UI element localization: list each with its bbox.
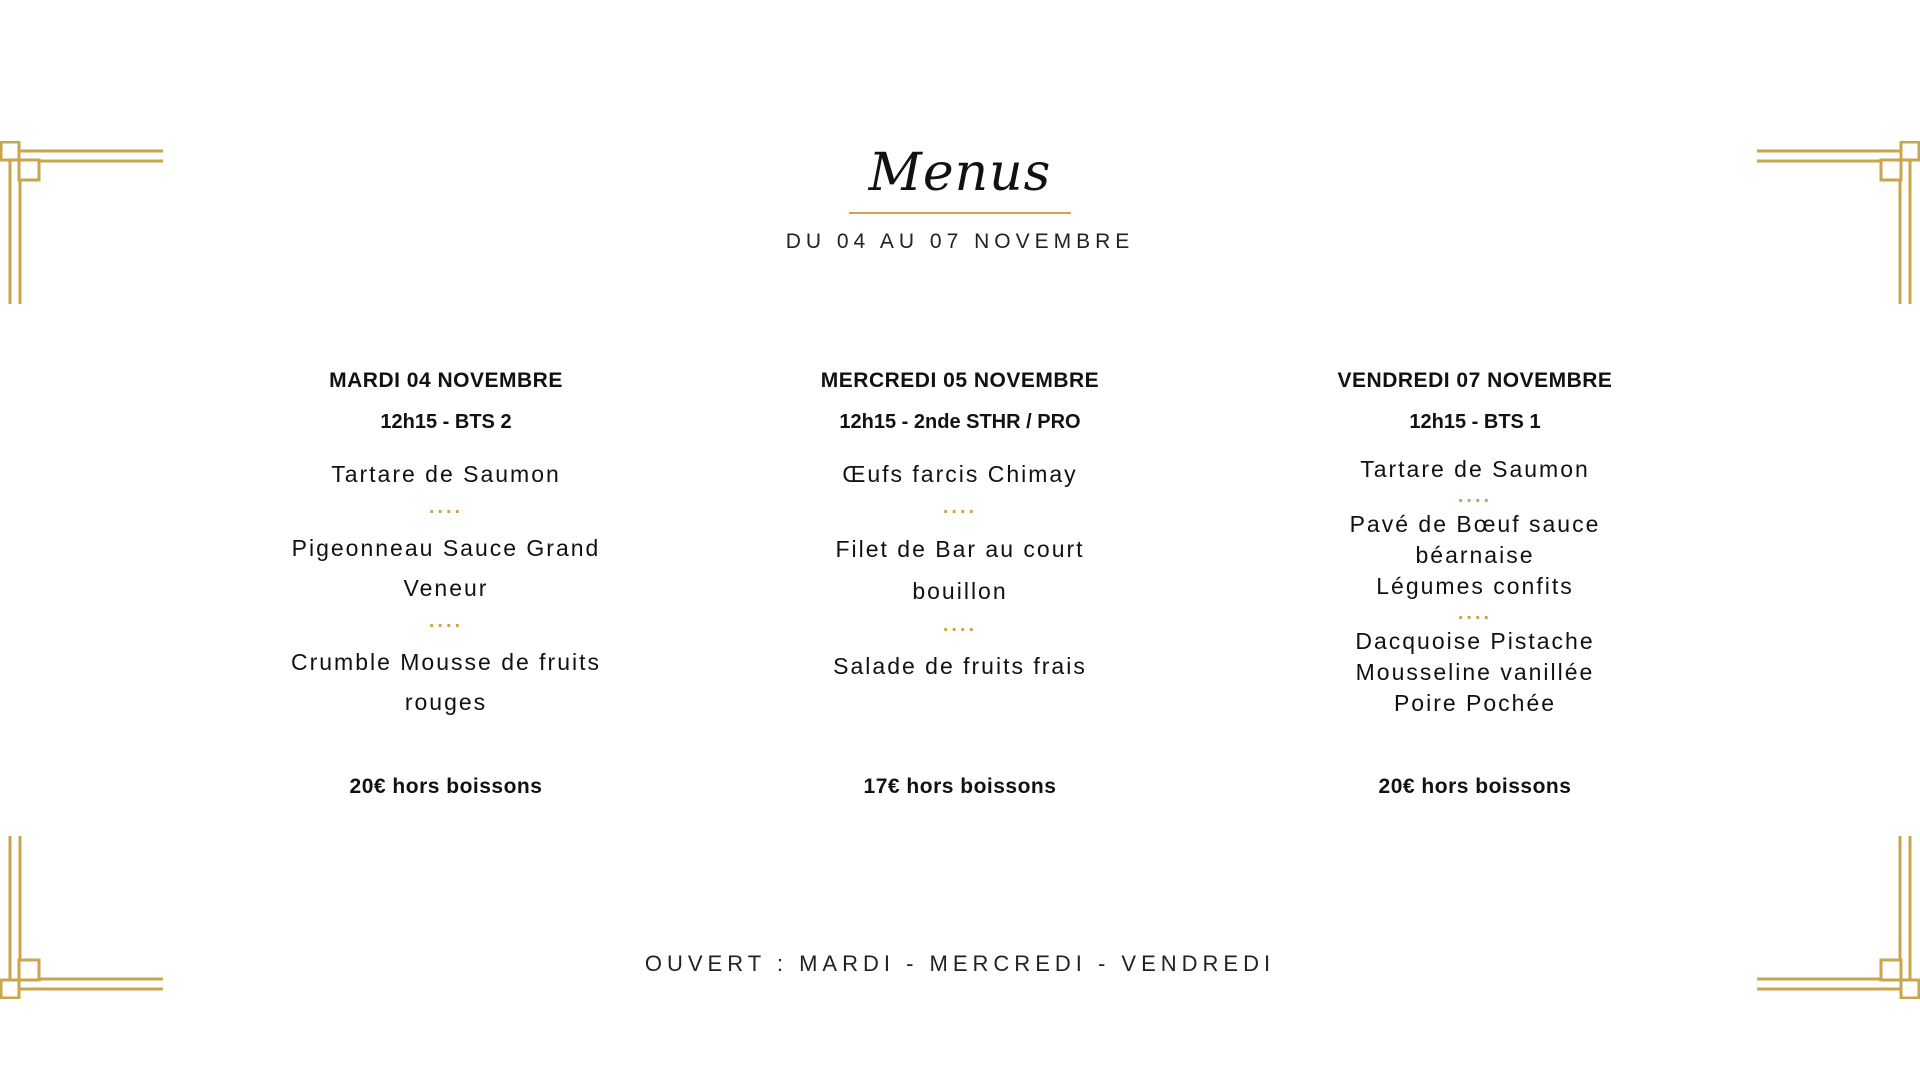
dessert — [1275, 626, 1675, 719]
dish-separator: .... — [1457, 602, 1493, 624]
starter — [760, 454, 1160, 494]
dish-line: Veneur — [403, 575, 489, 601]
day-title: VENDREDI 07 NOVEMBRE — [1337, 369, 1613, 392]
starter — [1275, 454, 1675, 485]
opening-days-footer: OUVERT : MARDI - MERCREDI - VENDREDI — [644, 951, 1276, 976]
dish-separator: .... — [942, 496, 978, 518]
dish-list — [246, 454, 646, 722]
dish-line: bouillon — [912, 578, 1008, 604]
menu-column-mercredi — [760, 366, 1160, 686]
dish-line: Mousseline vanillée — [1355, 659, 1595, 685]
menu-price: 20€ hors boissons — [349, 775, 543, 798]
dish-line: Filet de Bar au court — [835, 536, 1085, 562]
service-slot: 12h15 - BTS 1 — [1409, 411, 1541, 433]
dish-line: Pavé de Bœuf sauce — [1349, 511, 1601, 537]
dish-list — [1275, 454, 1675, 719]
dish-line: rouges — [404, 689, 488, 715]
menu-column-mardi — [246, 366, 646, 722]
main-course — [246, 528, 646, 608]
dish-line: Salade de fruits frais — [833, 653, 1087, 679]
dish-line: Dacquoise Pistache — [1355, 628, 1595, 654]
starter — [246, 454, 646, 494]
page-header — [0, 138, 1920, 254]
dish-separator: .... — [942, 614, 978, 636]
dish-separator: .... — [428, 610, 464, 632]
day-title: MERCREDI 05 NOVEMBRE — [820, 369, 1100, 392]
dish-separator: .... — [1457, 485, 1493, 507]
dish-line: Tartare de Saumon — [1360, 456, 1590, 482]
dish-separator: .... — [428, 496, 464, 518]
page-title: Menus — [868, 143, 1052, 203]
dish-line: Poire Pochée — [1393, 690, 1557, 716]
day-title: MARDI 04 NOVEMBRE — [329, 369, 563, 392]
main-course — [760, 528, 1160, 612]
dish-line: Œufs farcis Chimay — [842, 461, 1078, 487]
dish-list — [760, 454, 1160, 686]
dish-line: Légumes confits — [1376, 573, 1574, 599]
date-range-subtitle: DU 04 AU 07 NOVEMBRE — [785, 230, 1135, 253]
menu-column-vendredi — [1275, 366, 1675, 719]
service-slot: 12h15 - 2nde STHR / PRO — [839, 411, 1081, 433]
dish-line: béarnaise — [1415, 542, 1535, 568]
title-divider — [849, 212, 1071, 214]
dessert — [246, 642, 646, 722]
dish-line: Pigeonneau Sauce Grand — [291, 535, 601, 561]
menu-price: 20€ hors boissons — [1378, 775, 1572, 798]
dish-line: Tartare de Saumon — [331, 461, 561, 487]
service-slot: 12h15 - BTS 2 — [380, 411, 512, 433]
dish-line: Crumble Mousse de fruits — [290, 649, 602, 675]
menu-price: 17€ hors boissons — [863, 775, 1057, 798]
main-course — [1275, 509, 1675, 602]
dessert — [760, 646, 1160, 686]
